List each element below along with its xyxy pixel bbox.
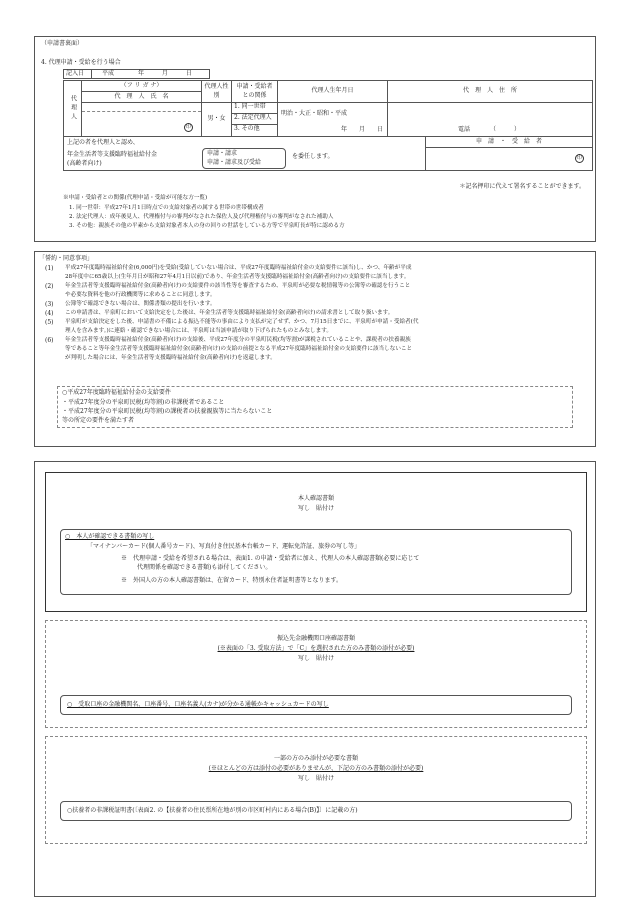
bank-subtitle-b: 写し 貼付け [297, 655, 334, 662]
consent-item-text: 公簿等で確認できない場合は、関係書類の提出を行います。 [65, 301, 216, 307]
delegation-option-2[interactable]: 申請・請求及び受給 [207, 159, 262, 166]
bank-docs-box [45, 620, 587, 728]
delegation-table [63, 136, 593, 171]
address-label: 代 理 人 住 所 [388, 81, 593, 103]
partial-docs-box [45, 736, 587, 844]
partial-item: ○扶養者の非課税証明書(〔表面2. の【扶養者の住民票所在地が別の市区町村内にある場合(B)】〕に記載の方) [67, 807, 358, 814]
consent-item-text: 理人を含みます。)に連絡・確認できない場合には、平泉町は当該申請が取り下げられたものとみなします。 [65, 328, 332, 334]
entry-date [63, 69, 210, 79]
seal-icon: 印 [185, 124, 191, 130]
entry-date-label: 記入日 [64, 70, 92, 79]
bank-title: 振込先金融機関口座確認書類 [276, 635, 355, 642]
consent-title: 「誓約・同意事項」 [39, 255, 94, 262]
consent-item-number: (4) [45, 310, 54, 317]
name-label: 代 理 人 氏 名 [82, 92, 202, 103]
consent-item-text: 等であること等年金生活者等支援臨時福祉給付金(高齢者向け)の支給の前提となる平成27年度臨時福祉給付金の支給要件に該当しないこと [65, 346, 413, 352]
partial-subtitle-b: 写し 貼付け [297, 775, 334, 782]
bank-item: ○ 受取口座の金融機関名、口座番号、口座名義人(カナ)が分かる通帳かキャッシュカードの写し [67, 701, 329, 708]
identity-docs-box [45, 472, 587, 612]
identity-title: 本人確認書類 [297, 495, 334, 502]
bank-content [60, 695, 572, 715]
consent-item-number: (2) [45, 283, 54, 290]
consent-item-number: (3) [45, 301, 54, 308]
partial-content [60, 801, 572, 821]
delegation-option-1[interactable]: 申請・請求 [207, 150, 238, 157]
consent-item-text: 年金生活者等支援臨時福祉給付金(高齢者向け)の支給後、平成27年度分の平泉町民税(均等割)が課税されていることや、課税者の扶養親族 [65, 337, 411, 343]
identity-main: ○ 本人が確認できる書類の写し [65, 533, 155, 540]
signature-note: ＊記名押印に代えて署名することができます。 [459, 183, 585, 190]
proxy-section: （申請書裏面） 4. 代理申請・受給を行う場合 記入日 平成 年 月 日 代理人 （フ リ ガ ナ） 代理人性別 申請・受給者との関係 代理人生年月日 代 理 人 住 所 代 理 人 氏 名 印 男・女 1. 同一世帯 2. 法定代理人 3. その他 明治・大正・昭和・平成 年 月 日 電話 （ ） 上記の者を代理人と認め、 年金生活者等支援臨時福祉給付金 (高齢者向け) 申請・請求 申請・請求及び受給 を委任します。 申 請 ・ 受 給 者 印 ＊記名押印に代えて署名することができます。 ※申請・受給者との関係(代理申請・受給が可能な方一覧) 1. 同一世帯：平成27年1月1日時点での支給対象者の属する世帯の世帯構成者 2. 法定代理人：成年後見人、代理権付与の審判がなされた保佐人及び代理権付与の審判がなされた補助人 3. その他：親族その他の平素から支給対象者本人の身の回りの世話をしている方等で平泉町長が特に認める方 [34, 36, 596, 242]
proxy-table [63, 80, 593, 137]
delegation-statement: 上記の者を代理人と認め、 年金生活者等支援臨時福祉給付金 (高齢者向け) 申請・請求 申請・請求及び受給 を委任します。 [64, 137, 426, 171]
proxy-side-label: 代理人 [64, 81, 82, 137]
birth-label: 代理人生年月日 [278, 81, 388, 103]
applicant-field[interactable] [426, 148, 593, 171]
gender-field[interactable]: 男・女 [202, 103, 232, 137]
identity-examples: 「マイナンバーカード(個人番号カード)、写真付き住民基本台帳カード、運転免許証、旅券の写し等」 [87, 543, 361, 550]
birth-field[interactable]: 明治・大正・昭和・平成 年 月 日 [278, 103, 388, 137]
partial-title: 一部の方のみ添付が必要な書類 [273, 755, 358, 762]
consent-item-text: 平成27年度臨時福祉給付金(6,000円)を受給(受給していない場合は、平成27年度臨時福祉給付金の支給要件に該当)し、かつ、年齢が平成 [65, 265, 412, 271]
consent-item-text: この申請書は、平泉町において支給決定をした後は、年金生活者等支援臨時福祉給付金(高齢者向け)の請求書として取り扱います。 [65, 310, 394, 316]
relation-label: 申請・受給者との関係 [232, 81, 278, 103]
identity-content: ○ 本人が確認できる書類の写し 「マイナンバーカード(個人番号カード)、写真付き住民基本台帳カード、運転免許証、旅券の写し等」 ※ 代理申請・受給を希望される場合は、表面1. の申請・受給者に加え、代理人の本人確認書類(必要に応じて 代理関係を確認できる書類)も添付してください。 ※ 外国人の方の本人確認書類は、在留カード、特別永住者証明書等となります。 [60, 529, 572, 595]
consent-item-number: (1) [45, 265, 54, 272]
attachments-section [34, 461, 596, 897]
consent-item-number: (5) [45, 319, 54, 326]
requirements-box: ○平成27年度臨時福祉給付金の支給要件 ・平成27年度分の平泉町民税(均等割)の非課税者であること ・平成27年度分の平泉町民税(均等割)の課税者の扶養親族等に当たらないこと 等の所定の要件を満たす者 [57, 386, 573, 428]
proxy-heading: 4. 代理申請・受給を行う場合 [41, 59, 121, 66]
consent-item-text: 平泉町が支給決定をした後、申請書の不備による振込不能等の事由により支払が完了せず、かつ、7月15日までに、平泉町が申請・受給者(代 [65, 319, 419, 325]
consent-item-text: が判明した場合には、年金生活者等支援臨時福祉給付金(高齢者向け)を返還します。 [65, 355, 276, 361]
relation-option-1[interactable]: 1. 同一世帯 [232, 103, 277, 114]
address-field[interactable]: 電話 （ ） [388, 103, 593, 137]
consent-item-number: (6) [45, 337, 54, 344]
relation-option-2[interactable]: 2. 法定代理人 [232, 114, 277, 125]
consent-section [34, 251, 596, 447]
consent-item-text: や必要な資料を他の行政機関等に求めることに同意します。 [65, 292, 216, 298]
furigana-label: （フ リ ガ ナ） [82, 81, 202, 92]
phone-label: 電話 [458, 125, 471, 133]
partial-subtitle-a: (※ほとんどの方は添付の必要がありませんが、下記の方のみ書類の添付が必要) [208, 765, 424, 772]
relation-field[interactable] [232, 103, 278, 137]
relation-option-3[interactable]: 3. その他 [234, 125, 260, 132]
section-label: （申請書裏面） [41, 40, 84, 47]
applicant-label: 申 請 ・ 受 給 者 [426, 137, 593, 148]
entry-date-field[interactable]: 平成 年 月 日 [92, 70, 210, 79]
identity-subtitle: 写し 貼付け [297, 505, 334, 512]
consent-item-text: 年金生活者等支援臨時福祉給付金(高齢者向け)の支給要件の該当性等を審査するため、平泉町が必要な税情報等の公簿等の確認を行うこと [65, 283, 411, 289]
delegation-options [202, 148, 286, 169]
gender-label: 代理人性別 [202, 81, 232, 103]
applicant-seal-icon: 印 [576, 155, 582, 161]
bank-subtitle-a: (※表面の「3. 受取方法」で「C」を選択された方のみ書類の添付が必要) [217, 645, 415, 652]
consent-item-text: 28年度中に65歳以上(生年月日が昭和27年4月1日以前)であり、年金生活者等支援臨時福祉給付金(高齢者向け)の支給要件に該当します。 [65, 274, 410, 280]
proxy-name-field[interactable] [82, 103, 202, 137]
